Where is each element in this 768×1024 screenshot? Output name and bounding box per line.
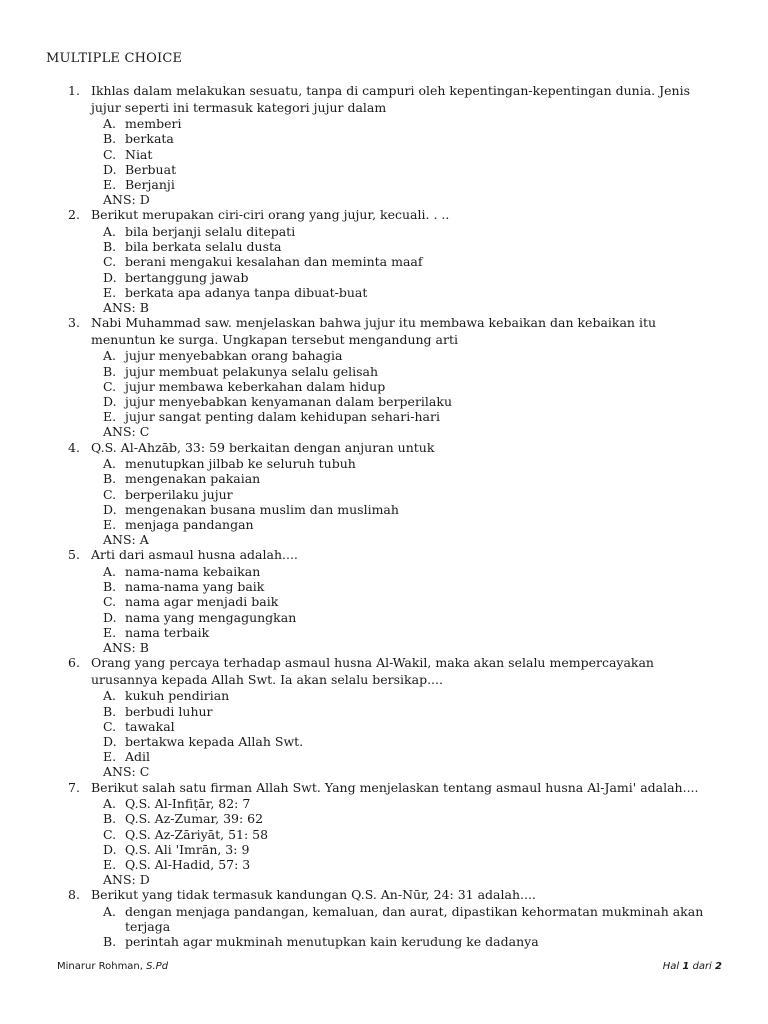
question-stem [0,547,768,564]
answer-option [0,857,768,872]
question-stem [0,440,768,457]
option-text: Adil [125,749,151,765]
option-text: nama-nama kebaikan [125,564,261,580]
option-letter: E. [103,409,117,425]
option-letter: D. [103,269,117,285]
question-text: Arti dari asmaul husna adalah.... [91,547,298,563]
answer-option [0,177,768,192]
option-letter: C. [103,254,117,270]
option-text: Berbuat [125,161,177,177]
answer-key: ANS: C [103,424,150,440]
option-letter: B. [103,579,117,595]
page-indicator [663,961,722,972]
answer-option [0,224,768,239]
answer-option [0,517,768,532]
option-text: Q.S. Ali 'Imrān, 3: 9 [125,841,250,857]
answer-option [0,116,768,131]
option-text: jujur membawa keberkahan dalam hidup [125,378,386,394]
answer-option [0,564,768,579]
question-number: 5. [68,547,80,563]
option-letter: C. [103,594,117,610]
author-title: S.Pd [146,961,169,972]
page-number: 1 [682,961,690,972]
answer-key: ANS: B [103,300,149,316]
question-number: 4. [68,439,80,455]
option-letter: A. [103,116,117,132]
author-name: Minarur Rohman, [57,961,143,972]
answer-option [0,904,768,934]
question-text: Berikut salah satu firman Allah Swt. Yang menjelaskan tentang asmaul husna Al-Jami' adalah.... [91,779,699,795]
option-text: tawakal [125,718,175,734]
option-text: berkata [125,131,174,147]
option-letter: B. [103,239,117,255]
option-letter: E. [103,749,117,765]
answer-key: ANS: A [103,532,149,548]
option-letter: A. [103,564,117,580]
option-letter: C. [103,826,117,842]
page-prefix: Hal [662,961,680,972]
answer-option [0,827,768,842]
footer-author [57,961,168,972]
option-text: Berjanji [125,177,175,192]
question-item [0,83,768,207]
option-text: bertakwa kepada Allah Swt. [125,734,304,750]
option-letter: C. [103,486,117,502]
answer-option [0,749,768,764]
answer-option [0,239,768,254]
option-text: menutupkan jilbab ke seluruh tubuh [125,456,356,472]
option-letter: D. [103,609,117,625]
option-letter: A. [103,456,117,472]
option-letter: B. [103,811,117,827]
question-number: 1. [68,83,80,98]
option-letter: B. [103,471,117,487]
option-text: Q.S. Al-Hadid, 57: 3 [125,857,251,873]
question-stem [0,655,768,688]
option-letter: E. [103,857,117,873]
question-number: 2. [68,207,80,223]
option-text: kukuh pendirian [125,688,230,704]
question-item [0,780,768,888]
question-text: Berikut yang tidak termasuk kandungan Q.S. An-Nūr, 24: 31 adalah.... [91,887,536,903]
option-text: dengan menjaga pandangan, kemaluan, dan aurat, dipastikan kehormatan mukminah akan terjaga [125,904,704,935]
option-letter: B. [103,363,117,379]
option-text: menjaga pandangan [125,517,254,533]
option-letter: D. [103,161,117,177]
answer-option [0,270,768,285]
option-text: Q.S. Az-Zāriyāt, 51: 58 [125,826,269,842]
option-text: perintah agar mukminah menutupkan kain kerudung ke dadanya [125,934,539,950]
option-text: berbudi luhur [125,703,213,719]
question-item [0,655,768,779]
question-stem [0,83,768,116]
option-letter: E. [103,624,117,640]
page-footer [57,961,722,972]
answer-key: ANS: C [103,764,150,780]
question-item [0,887,768,949]
option-text: berperilaku jujur [125,486,233,502]
question-item [0,547,768,655]
option-text: jujur menyebabkan kenyamanan dalam berperilaku [125,394,452,410]
answer-option [0,719,768,734]
option-text: jujur menyebabkan orang bahagia [125,348,343,364]
page-of: dari [692,961,712,972]
option-letter: D. [103,501,117,517]
option-text: bila berkata selalu dusta [125,239,282,255]
answer-option [0,610,768,625]
question-number: 7. [68,779,80,795]
option-text: mengenakan pakaian [125,471,261,487]
answer-option [0,796,768,811]
answer-option [0,394,768,409]
answer-option [0,934,768,949]
option-text: mengenakan busana muslim dan muslimah [125,501,399,517]
question-stem [0,780,768,797]
option-letter: B. [103,703,117,719]
option-text: memberi [125,116,182,132]
question-text: Ikhlas dalam melakukan sesuatu, tanpa di campuri oleh kepentingan-kepentingan dunia. Jenis jujur seperti ini termasuk kategori jujur dalam [91,83,690,115]
question-text: Q.S. Al-Ahzāb, 33: 59 berkaitan dengan anjuran untuk [91,439,435,455]
option-letter: A. [103,348,117,364]
option-text: jujur membuat pelakunya selalu gelisah [125,363,379,379]
question-stem [0,207,768,224]
answer-key: ANS: D [103,872,150,888]
answer-option [0,456,768,471]
option-letter: D. [103,734,117,750]
answer-option [0,254,768,269]
answer-option [0,409,768,424]
option-letter: D. [103,394,117,410]
option-letter: A. [103,224,117,239]
answer-option [0,704,768,719]
option-text: Niat [125,146,153,162]
answer-option [0,487,768,502]
answer-option [0,131,768,146]
option-letter: E. [103,517,117,533]
answer-option [0,147,768,162]
option-letter: C. [103,378,117,394]
question-text: Berikut merupakan ciri-ciri orang yang jujur, kecuali. . .. [91,207,450,223]
option-text: jujur sangat penting dalam kehidupan sehari-hari [125,409,440,425]
answer-option [0,364,768,379]
answer-option [0,688,768,703]
answer-option [0,502,768,517]
question-item [0,207,768,315]
option-letter: D. [103,841,117,857]
answer-option [0,625,768,640]
option-letter: C. [103,718,117,734]
option-text: nama-nama yang baik [125,579,265,595]
option-text: bila berjanji selalu ditepati [125,224,296,239]
option-text: nama agar menjadi baik [125,594,279,610]
question-number: 8. [68,887,80,903]
question-item [0,315,768,439]
answer-option [0,811,768,826]
answer-option [0,162,768,177]
option-letter: E. [103,284,117,300]
question-stem [0,887,768,904]
option-text: nama yang mengagungkan [125,609,297,625]
answer-option [0,379,768,394]
answer-option [0,285,768,300]
page-total: 2 [715,961,722,972]
question-number: 3. [68,315,80,331]
option-text: nama terbaik [125,624,210,640]
answer-option [0,579,768,594]
option-text: Q.S. Az-Zumar, 39: 62 [125,811,264,827]
option-text: berani mengakui kesalahan dan meminta maaf [125,254,423,270]
option-letter: B. [103,934,117,950]
option-letter: A. [103,688,117,704]
option-letter: B. [103,131,117,147]
answer-option [0,348,768,363]
answer-key: ANS: B [103,640,149,656]
option-text: bertanggung jawab [125,269,249,285]
question-stem [0,315,768,348]
option-letter: A. [103,796,117,812]
question-text: Nabi Muhammad saw. menjelaskan bahwa jujur itu membawa kebaikan dan kebaikan itu menuntun ke surga. Ungkapan tersebut mengandung arti [91,315,657,347]
question-list [0,83,768,950]
section-heading: MULTIPLE CHOICE [46,51,183,66]
option-letter: A. [103,904,117,920]
answer-option [0,594,768,609]
answer-option [0,842,768,857]
option-letter: C. [103,146,117,162]
option-text: berkata apa adanya tanpa dibuat-buat [125,284,368,300]
answer-option [0,734,768,749]
answer-key: ANS: D [103,192,150,208]
question-text: Orang yang percaya terhadap asmaul husna Al-Wakil, maka akan selalu mempercayakan urusannya kepada Allah Swt. Ia akan selalu bersikap.... [91,655,654,687]
answer-option [0,471,768,486]
option-letter: E. [103,177,117,192]
option-text: Q.S. Al-Infiṭār, 82: 7 [125,796,251,812]
question-number: 6. [68,655,80,671]
question-item [0,440,768,548]
